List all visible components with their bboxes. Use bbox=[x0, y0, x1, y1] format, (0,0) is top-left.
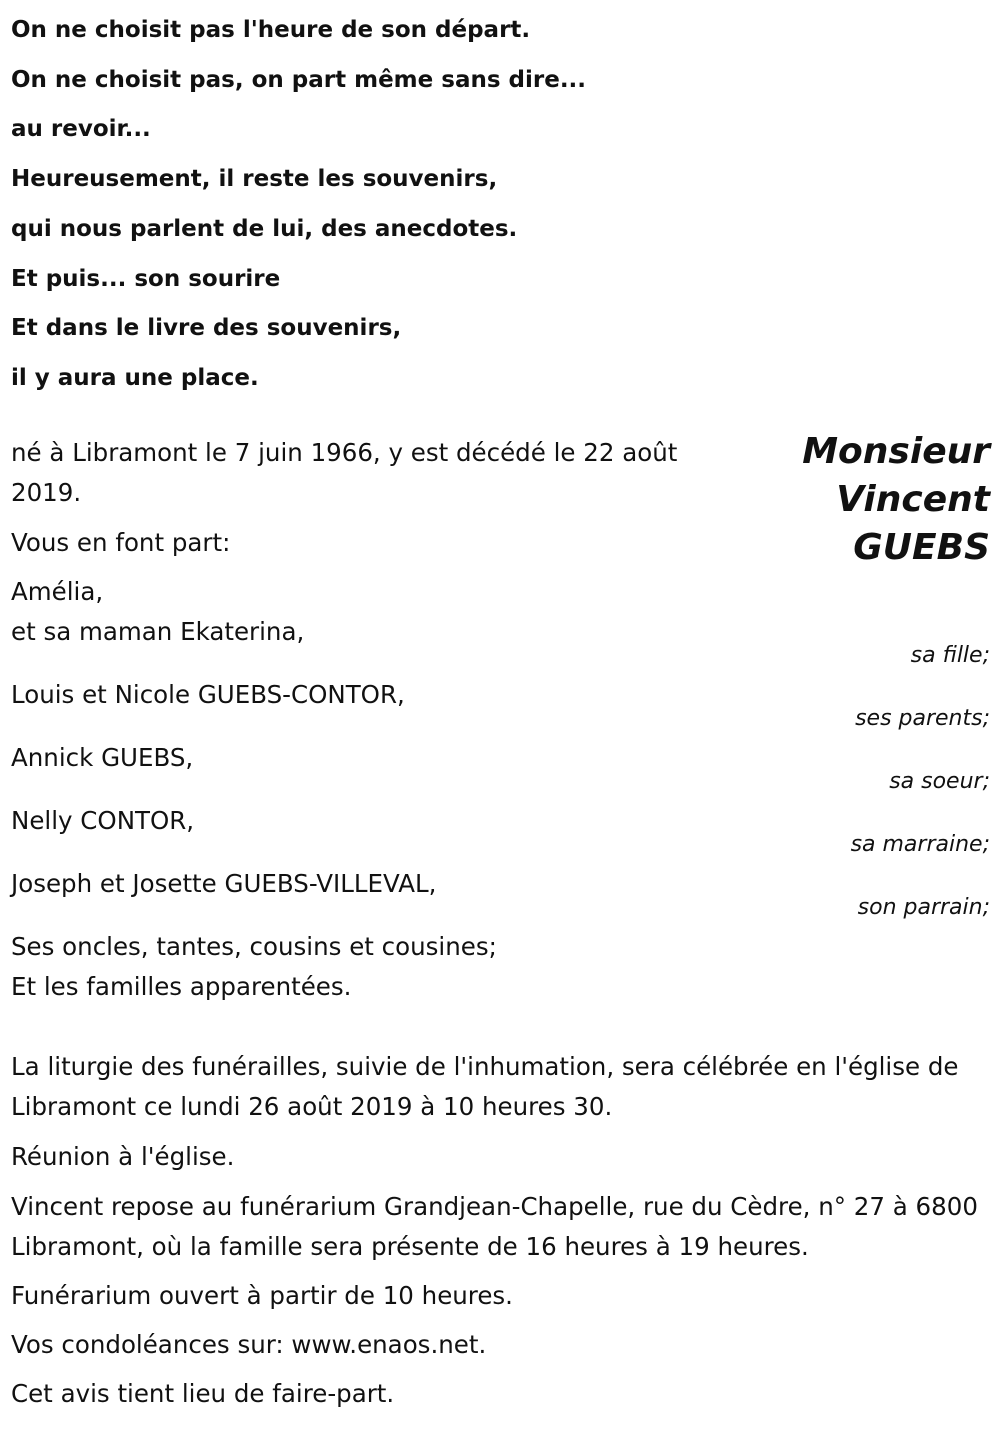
godfather-relation: son parrain; bbox=[857, 895, 990, 920]
poem-line: Et puis... son sourire bbox=[11, 265, 281, 292]
deceased-first-name: Vincent bbox=[836, 479, 990, 520]
daughter-name: Amélia, bbox=[11, 577, 104, 606]
godmother-name: Nelly CONTOR, bbox=[11, 806, 195, 835]
deceased-title: Monsieur bbox=[802, 431, 990, 472]
godmother-relation: sa marraine; bbox=[850, 832, 990, 857]
daughter-relation: sa fille; bbox=[910, 643, 990, 668]
church-meeting: Réunion à l'église. bbox=[11, 1142, 235, 1171]
extended-family-line: Ses oncles, tantes, cousins et cousines; bbox=[11, 932, 497, 961]
birth-death-dates: né à Libramont le 7 juin 1966, y est décédé le 22 août 2019. bbox=[11, 438, 678, 507]
poem-line: On ne choisit pas l'heure de son départ. bbox=[11, 17, 531, 43]
funeral-home-opening: Funérarium ouvert à partir de 10 heures. bbox=[11, 1281, 513, 1310]
daughter-mother: et sa maman Ekaterina, bbox=[11, 617, 305, 646]
poem-line: Heureusement, il reste les souvenirs, bbox=[11, 166, 498, 193]
deceased-last-name: GUEBS bbox=[853, 527, 990, 568]
sister-name: Annick GUEBS, bbox=[11, 743, 194, 772]
poem-line: On ne choisit pas, on part même sans dire... bbox=[11, 66, 587, 93]
deceased-name bbox=[802, 428, 990, 572]
extended-family-line: Et les familles apparentées. bbox=[11, 972, 352, 1001]
poem-line: au revoir... bbox=[11, 116, 151, 143]
poem-line: Et dans le livre des souvenirs, bbox=[11, 315, 402, 342]
condolences-line: Vos condoléances sur: www.enaos.net. bbox=[11, 1330, 487, 1359]
notice-line: Cet avis tient lieu de faire-part. bbox=[11, 1379, 395, 1408]
parents-relation: ses parents; bbox=[855, 706, 990, 731]
poem-line: qui nous parlent de lui, des anecdotes. bbox=[11, 215, 518, 242]
funeral-home-info: Vincent repose au funérarium Grandjean-Chapelle, rue du Cèdre, n° 27 à 6800 Libramont, où la famille sera présente de 16 heures à 19 heures. bbox=[11, 1192, 978, 1261]
parents-name: Louis et Nicole GUEBS-CONTOR, bbox=[11, 680, 405, 709]
sister-relation: sa soeur; bbox=[889, 769, 990, 794]
poem-line: il y aura une place. bbox=[11, 364, 259, 391]
godfather-name: Joseph et Josette GUEBS-VILLEVAL, bbox=[11, 869, 437, 898]
poem bbox=[11, 6, 771, 404]
announce-line: Vous en font part: bbox=[11, 528, 231, 557]
funeral-liturgy: La liturgie des funérailles, suivie de l'inhumation, sera célébrée en l'église de Libramont ce lundi 26 août 2019 à 10 heures 30. bbox=[11, 1052, 959, 1121]
